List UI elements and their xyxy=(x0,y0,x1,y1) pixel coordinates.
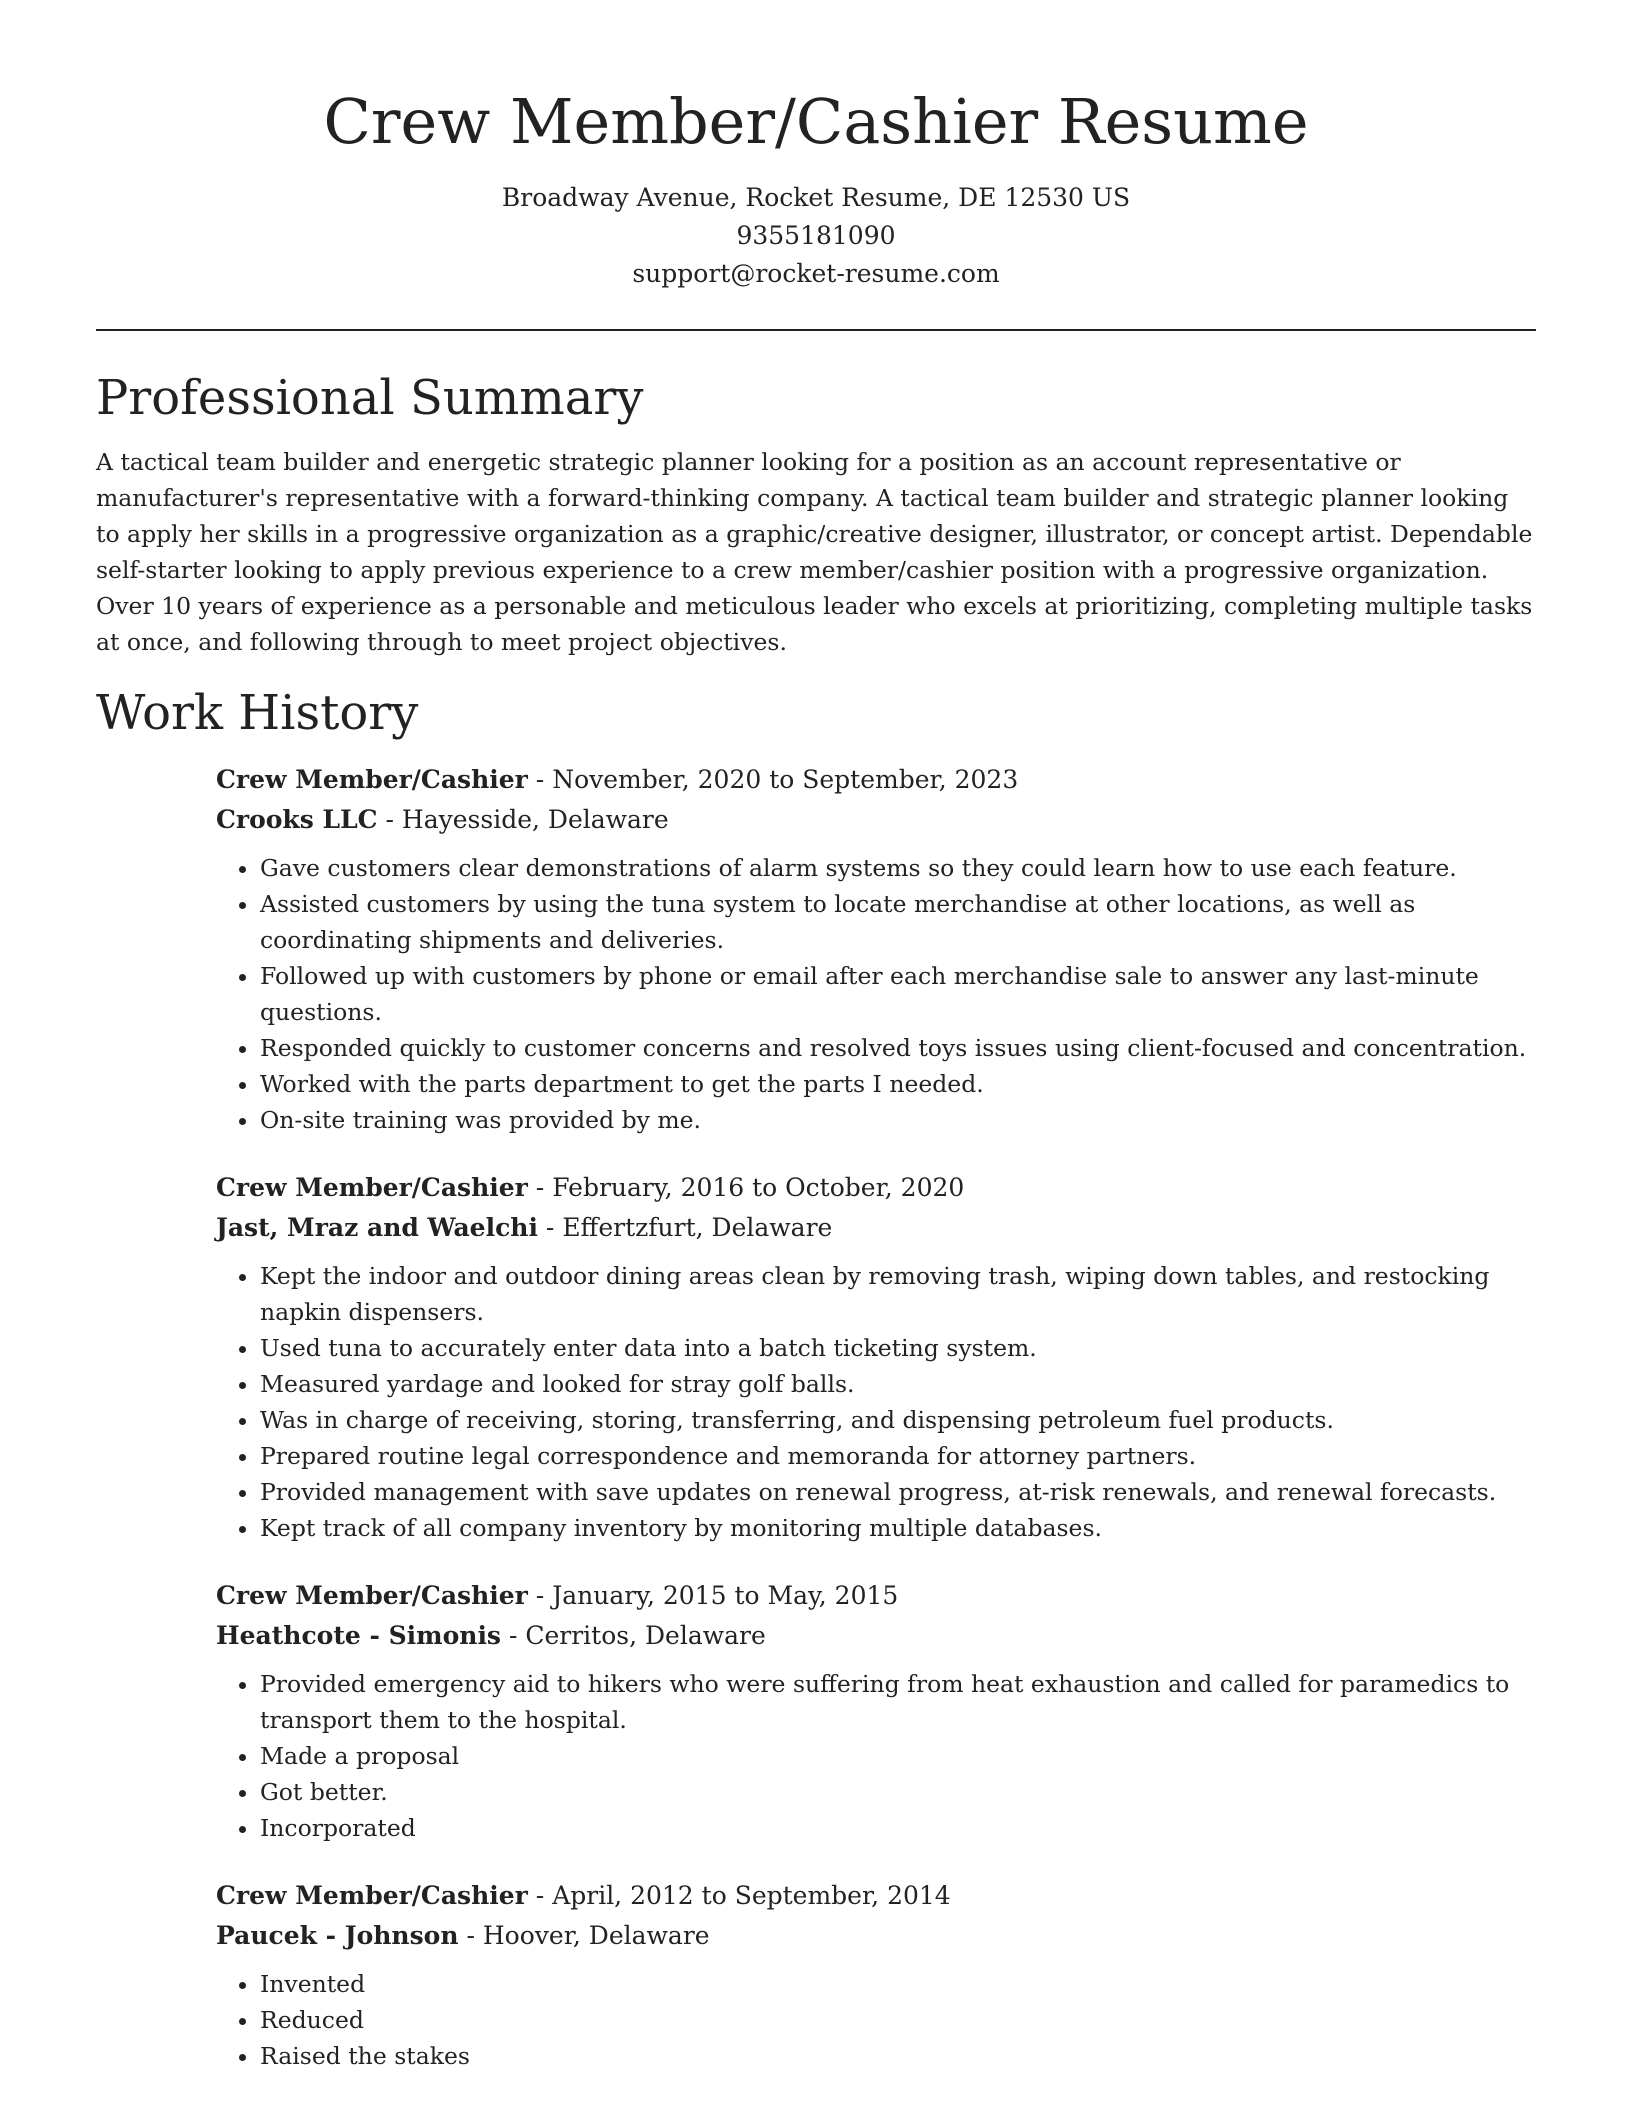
job-bullet: • Measured yardage and looked for stray golf balls. xyxy=(260,1366,1536,1402)
job-entry xyxy=(216,760,1536,1138)
job-location: Hayesside, Delaware xyxy=(401,804,669,834)
work-history-heading: Work History xyxy=(96,685,419,742)
job-bullet: • On-site training was provided by me. xyxy=(260,1102,1536,1138)
contact-block xyxy=(96,179,1536,293)
job-bullet: • Was in charge of receiving, storing, transferring, and dispensing petroleum fuel products. xyxy=(260,1402,1536,1438)
contact-email: support@rocket-resume.com xyxy=(632,259,1000,289)
job-bullet: • Kept the indoor and outdoor dining areas clean by removing trash, wiping down tables, and restocking napkin dispensers. xyxy=(260,1258,1536,1330)
job-bullet: • Responded quickly to customer concerns and resolved toys issues using client-focused and concentration. xyxy=(260,1030,1536,1066)
job-bullet: • Gave customers clear demonstrations of alarm systems so they could learn how to use each feature. xyxy=(260,850,1536,886)
job-location: Effertzfurt, Delaware xyxy=(562,1212,833,1242)
header-divider xyxy=(96,329,1536,331)
work-history-list xyxy=(216,760,1536,2074)
job-bullets xyxy=(216,1966,1536,2074)
job-bullets xyxy=(216,1258,1536,1546)
job-role-line: Crew Member/Cashier - November, 2020 to September, 2023 xyxy=(216,764,1019,794)
job-bullet: • Worked with the parts department to get the parts I needed. xyxy=(260,1066,1536,1102)
job-role-line: Crew Member/Cashier - April, 2012 to September, 2014 xyxy=(216,1880,951,1910)
job-role: Crew Member/Cashier xyxy=(216,1580,528,1610)
job-role: Crew Member/Cashier xyxy=(216,1880,528,1910)
resume-title: Crew Member/Cashier Resume xyxy=(323,85,1309,158)
summary-text: A tactical team builder and energetic strategic planner looking for a position as an account representative or manufacturer's representative with a forward-thinking company. A tactical team builder and strategic planner looking to apply her skills in a progressive organization as a graphic/creative designer, illustrator, or concept artist. Dependable self-starter looking to apply previous experience to a crew member/cashier position with a progressive organization. Over 10 years of experience as a personable and meticulous leader who excels at prioritizing, completing multiple tasks at once, and following through to meet project objectives. xyxy=(96,448,1533,657)
job-company: Heathcote - Simonis xyxy=(216,1620,502,1650)
job-company: Paucek - Johnson xyxy=(216,1920,459,1950)
job-bullet: • Used tuna to accurately enter data into a batch ticketing system. xyxy=(260,1330,1536,1366)
job-dates: April, 2012 to September, 2014 xyxy=(552,1880,951,1910)
job-bullet: • Raised the stakes xyxy=(260,2038,1536,2074)
job-bullet: • Got better. xyxy=(260,1774,1536,1810)
job-bullet: • Provided management with save updates on renewal progress, at-risk renewals, and renewal forecasts. xyxy=(260,1474,1536,1510)
contact-phone: 9355181090 xyxy=(736,221,896,251)
job-role: Crew Member/Cashier xyxy=(216,764,528,794)
resume-header xyxy=(96,0,1536,293)
job-location: Cerritos, Delaware xyxy=(525,1620,766,1650)
job-company: Crooks LLC xyxy=(216,804,378,834)
job-entry xyxy=(216,1876,1536,2074)
job-bullet: • Followed up with customers by phone or email after each merchandise sale to answer any last-minute questions. xyxy=(260,958,1536,1030)
contact-address: Broadway Avenue, Rocket Resume, DE 12530 US xyxy=(501,183,1131,213)
job-bullet: • Kept track of all company inventory by monitoring multiple databases. xyxy=(260,1510,1536,1546)
job-role-line: Crew Member/Cashier - February, 2016 to October, 2020 xyxy=(216,1172,965,1202)
job-dates: February, 2016 to October, 2020 xyxy=(552,1172,965,1202)
job-company-line: Crooks LLC - Hayesside, Delaware xyxy=(216,804,669,834)
job-company-line: Paucek - Johnson - Hoover, Delaware xyxy=(216,1920,710,1950)
job-company-line: Jast, Mraz and Waelchi - Effertzfurt, Delaware xyxy=(216,1212,833,1242)
job-bullet: • Incorporated xyxy=(260,1810,1536,1846)
job-company: Jast, Mraz and Waelchi xyxy=(216,1212,538,1242)
job-company-line: Heathcote - Simonis - Cerritos, Delaware xyxy=(216,1620,766,1650)
job-location: Hoover, Delaware xyxy=(482,1920,710,1950)
job-role-line: Crew Member/Cashier - January, 2015 to May, 2015 xyxy=(216,1580,899,1610)
job-dates: January, 2015 to May, 2015 xyxy=(552,1580,899,1610)
job-entry xyxy=(216,1168,1536,1546)
job-bullet: • Invented xyxy=(260,1966,1536,2002)
job-bullet: • Provided emergency aid to hikers who were suffering from heat exhaustion and called for paramedics to transport them to the hospital. xyxy=(260,1666,1536,1738)
summary-heading: Professional Summary xyxy=(96,370,644,427)
job-bullet: • Prepared routine legal correspondence and memoranda for attorney partners. xyxy=(260,1438,1536,1474)
job-entry xyxy=(216,1576,1536,1846)
job-bullets xyxy=(216,1666,1536,1846)
job-bullet: • Assisted customers by using the tuna system to locate merchandise at other locations, as well as coordinating shipments and deliveries. xyxy=(260,886,1536,958)
job-bullet: • Made a proposal xyxy=(260,1738,1536,1774)
job-bullets xyxy=(216,850,1536,1138)
job-bullet: • Reduced xyxy=(260,2002,1536,2038)
job-dates: November, 2020 to September, 2023 xyxy=(552,764,1019,794)
job-role: Crew Member/Cashier xyxy=(216,1172,528,1202)
